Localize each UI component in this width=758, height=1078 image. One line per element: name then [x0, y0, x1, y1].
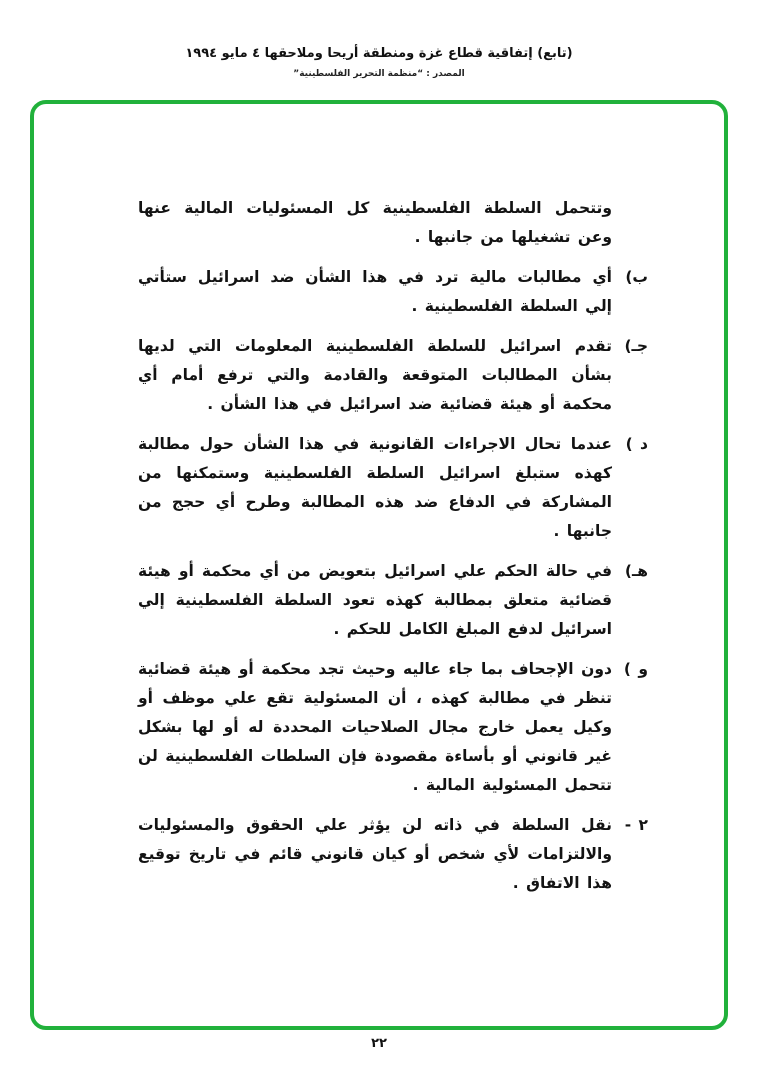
- paragraph-text: أي مطالبات مالية ترد في هذا الشأن ضد اسرائيل ستأتي إلي السلطة الفلسطينية .: [138, 268, 612, 315]
- paragraph-label: ب): [625, 268, 648, 286]
- document-title: (تابع) إتفاقية قطاع غزة ومنطقة أريحا وملاحقها ٤ مايو ١٩٩٤: [185, 46, 573, 61]
- paragraph-text: في حالة الحكم علي اسرائيل بتعويض من أي محكمة أو هيئة قضائية متعلق بمطالبة كهذه تعود السلطة الفلسطينية إلي اسرائيل لدفع المبلغ الكامل للحكم .: [138, 562, 612, 638]
- paragraph-text: دون الإجحاف بما جاء عاليه وحيث تجد محكمة أو هيئة قضائية تنظر في مطالبة كهذه ، أن المسئولية تقع علي موظف أو وكيل يعمل خارج مجال الصلاحيات المحددة له أو لها بشكل غير قانوني أو بأساءة مقصودة فإن السلطات الفلسطينية لن تتحمل المسئولية المالية .: [138, 660, 612, 794]
- paragraph: [138, 430, 648, 546]
- page-number: ٢٢: [371, 1036, 387, 1051]
- paragraph: [138, 655, 648, 800]
- paragraph-text: عندما تحال الاجراءات القانونية في هذا الشأن حول مطالبة كهذه ستبلغ اسرائيل السلطة الفلسطينية وستمكنها من المشاركة في الدفاع ضد هذه المطالبة وطرح أي حجج من جانبها .: [138, 435, 612, 540]
- paragraph-text: وتتحمل السلطة الفلسطينية كل المسئوليات المالية عنها وعن تشغيلها من جانبها .: [138, 199, 612, 246]
- paragraph-label: هـ): [624, 562, 648, 580]
- paragraph-label: [612, 194, 648, 252]
- paragraph-label: ٢ -: [624, 816, 648, 834]
- paragraph-label: جـ): [624, 337, 648, 355]
- paragraph: [138, 811, 648, 898]
- document-body: [34, 104, 724, 898]
- page-footer: [0, 1036, 758, 1051]
- paragraph-text: تقدم اسرائيل للسلطة الفلسطينية المعلومات التي لديها بشأن المطالبات المتوقعة والقادمة والتي ترفع أمام أي محكمة أو هيئة قضائية ضد اسرائيل في هذا الشأن .: [138, 337, 612, 413]
- document-source: المصدر : “منظمة التحرير الفلسطينية”: [293, 69, 465, 79]
- paragraph-label: و ): [623, 660, 648, 678]
- paragraph: [138, 263, 648, 321]
- paragraph: [138, 557, 648, 644]
- paragraph-text: نقل السلطة في ذاته لن يؤثر علي الحقوق والمسئوليات والالتزامات لأي شخص أو كيان قانوني قائم في تاريخ توقيع هذا الاتفاق .: [138, 816, 612, 892]
- page-header: [0, 46, 758, 79]
- paragraph: [138, 194, 648, 252]
- content-border-frame: [30, 100, 728, 1030]
- paragraph-label: د ): [625, 435, 648, 453]
- paragraph: [138, 332, 648, 419]
